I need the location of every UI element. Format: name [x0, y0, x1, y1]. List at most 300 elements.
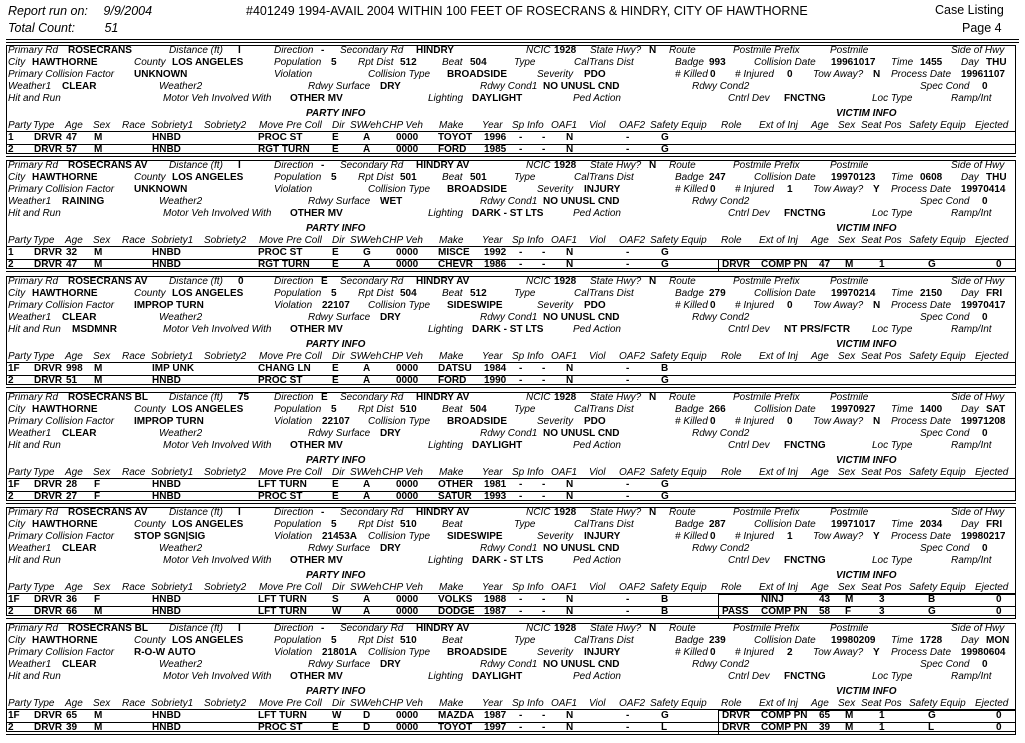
victim-col-header: Role: [721, 120, 742, 131]
process-date-value: 19980217: [961, 531, 1006, 542]
party-col-header: Race: [122, 351, 146, 362]
state-hwy-value: N: [649, 392, 657, 403]
process-date-label: Process Date: [891, 416, 952, 427]
party-oaf1: -: [542, 606, 546, 617]
ramp-int-label: Ramp/Int: [951, 671, 992, 682]
rdwy-surface-value: WET: [380, 196, 403, 207]
killed-value: 0: [710, 531, 716, 542]
victim-col-header: Ext of Inj: [759, 698, 798, 709]
party-oaf2: -: [626, 594, 630, 605]
spec-cond-value: 0: [982, 312, 988, 323]
party-col-header: SW: [350, 120, 367, 131]
party-header-rule: [6, 351, 1016, 363]
victim-inj: COMP PN: [761, 710, 808, 721]
severity-label: Severity: [537, 300, 574, 311]
city-label: City: [8, 635, 26, 646]
party-move: PROC ST: [258, 491, 303, 502]
victim-col-header: Safety Equip: [909, 351, 966, 362]
motor-veh-value: OTHER MV: [290, 324, 343, 335]
spec-cond-label: Spec Cond: [920, 196, 970, 207]
day-value: THU: [986, 172, 1007, 183]
motor-veh-label: Motor Veh Involved With: [163, 671, 272, 682]
party-col-header: Sp Info: [512, 467, 544, 478]
victim-col-header: Safety Equip: [909, 698, 966, 709]
party-col-header: Dir: [332, 235, 345, 246]
loc-type-label: Loc Type: [872, 208, 913, 219]
party-make: DODGE: [438, 606, 475, 617]
weather1-label: Weather1: [8, 81, 52, 92]
party-year: 1992: [484, 247, 507, 258]
motor-veh-label: Motor Veh Involved With: [163, 555, 272, 566]
secondary-rd-label: Secondary Rd: [340, 623, 404, 634]
weather2-label: Weather2: [159, 81, 203, 92]
state-hwy-label: State Hwy?: [590, 160, 642, 171]
hit-and-run-label: Hit and Run: [8, 671, 61, 682]
collision-type-value: BROADSIDE: [447, 416, 508, 427]
rdwy-cond1-label: Rdwy Cond1: [480, 196, 538, 207]
victim-safety: G: [928, 606, 936, 617]
party-header-rule: [6, 120, 1016, 132]
victim-col-header: Seat Pos: [861, 582, 902, 593]
party-oaf2: -: [626, 363, 630, 374]
collision-date-label: Collision Date: [754, 57, 816, 68]
route-label: Route: [669, 623, 696, 634]
cntrl-dev-label: Cntrl Dev: [728, 555, 770, 566]
party-age: 51: [66, 375, 78, 386]
party-year: 1981: [484, 479, 507, 490]
party-chp: 0000: [396, 722, 419, 733]
caltrans-dist-label: CalTrans Dist: [574, 57, 634, 68]
party-year: 1984: [484, 363, 507, 374]
beat-label: Beat: [442, 519, 463, 530]
distance-label: Distance (ft): [169, 276, 223, 287]
party-oaf1: -: [542, 710, 546, 721]
run-label: Report run on:: [8, 4, 88, 18]
party-col-header: Viol: [589, 120, 606, 131]
party-col-header: Year: [482, 582, 503, 593]
victim-seat: 1: [879, 722, 885, 733]
victim-sex: M: [845, 710, 854, 721]
party-viol: N: [566, 363, 574, 374]
party-viol: N: [566, 491, 574, 502]
party-col-header: Sex: [93, 235, 111, 246]
party-sex: M: [94, 363, 103, 374]
party-viol: N: [566, 606, 574, 617]
city-label: City: [8, 288, 26, 299]
party-oaf2: -: [626, 491, 630, 502]
party-col-header: Party: [8, 582, 32, 593]
collision-type-label: Collision Type: [368, 184, 431, 195]
day-value: SAT: [986, 404, 1006, 415]
day-label: Day: [961, 635, 979, 646]
rdwy-cond1-value: NO UNUSL CND: [543, 312, 620, 323]
collision-date-label: Collision Date: [754, 172, 816, 183]
party-col-header: Dir: [332, 120, 345, 131]
party-chp: 0000: [396, 606, 419, 617]
party-viol: N: [566, 479, 574, 490]
party-col-header: Race: [122, 698, 146, 709]
victim-info-header: VICTIM INFO: [836, 339, 897, 350]
county-value: LOS ANGELES: [172, 404, 244, 415]
side-of-hwy-label: Side of Hwy: [951, 45, 1005, 56]
process-date-label: Process Date: [891, 531, 952, 542]
caltrans-dist-label: CalTrans Dist: [574, 635, 634, 646]
rdwy-cond1-value: NO UNUSL CND: [543, 543, 620, 554]
weather2-label: Weather2: [159, 428, 203, 439]
victim-col-header: Ejected: [975, 235, 1009, 246]
party-col-header: SW: [350, 235, 367, 246]
party-col-header: Veh: [364, 120, 382, 131]
party-col-header: Sp Info: [512, 120, 544, 131]
party-dir: E: [332, 144, 339, 155]
victim-col-header: Ejected: [975, 120, 1009, 131]
side-of-hwy-label: Side of Hwy: [951, 623, 1005, 634]
party-chp: 0000: [396, 479, 419, 490]
case-listing-label: Case Listing: [935, 3, 1004, 17]
hit-and-run-value: MSDMNR: [72, 324, 117, 335]
party-col-header: Sobriety2: [204, 235, 247, 246]
party-year: 1993: [484, 491, 507, 502]
time-value: 1455: [920, 57, 943, 68]
party-chp: 0000: [396, 710, 419, 721]
city-label: City: [8, 57, 26, 68]
report-title: #401249 1994-AVAIL 2004 WITHIN 100 FEET OF ROSECRANS & HINDRY, CITY OF HAWTHORNE: [246, 4, 808, 18]
rdwy-cond2-label: Rdwy Cond2: [692, 81, 750, 92]
badge-label: Badge: [675, 172, 704, 183]
hit-and-run-label: Hit and Run: [8, 440, 61, 451]
distance-value: I: [238, 507, 241, 518]
rpt-dist-label: Rpt Dist: [358, 635, 394, 646]
party-col-header: OAF2: [619, 235, 646, 246]
rdwy-cond1-value: NO UNUSL CND: [543, 659, 620, 670]
distance-value: I: [238, 623, 241, 634]
victim-col-header: Role: [721, 698, 742, 709]
party-move: CHANG LN: [258, 363, 311, 374]
party-safety: G: [661, 132, 669, 143]
rdwy-cond2-label: Rdwy Cond2: [692, 312, 750, 323]
hit-and-run-label: Hit and Run: [8, 324, 61, 335]
party-safety: G: [661, 375, 669, 386]
hit-and-run-label: Hit and Run: [8, 555, 61, 566]
party-col-header: Type: [33, 467, 55, 478]
collision-record: [6, 392, 1016, 506]
party-col-header: Safety Equip: [650, 351, 707, 362]
rpt-dist-label: Rpt Dist: [358, 404, 394, 415]
state-hwy-value: N: [649, 45, 657, 56]
party-col-header: Move Pre Coll: [259, 120, 322, 131]
tow-away-value: Y: [873, 647, 880, 658]
party-move: PROC ST: [258, 132, 303, 143]
party-info-header: PARTY INFO: [306, 223, 366, 234]
rdwy-surface-value: DRY: [380, 81, 401, 92]
party-make: MAZDA: [438, 710, 475, 721]
cntrl-dev-label: Cntrl Dev: [728, 324, 770, 335]
party-party: 2: [8, 606, 14, 617]
time-value: 1400: [920, 404, 943, 415]
state-hwy-value: N: [649, 507, 657, 518]
cntrl-dev-label: Cntrl Dev: [728, 93, 770, 104]
party-year: 1987: [484, 606, 507, 617]
party-age: 998: [66, 363, 83, 374]
victim-col-header: Age: [811, 235, 829, 246]
process-date-value: 19970417: [961, 300, 1006, 311]
party-type: DRVR: [34, 363, 63, 374]
pcf-value: IMPROP TURN: [134, 300, 204, 311]
victim-age: 58: [819, 606, 831, 617]
spec-cond-value: 0: [982, 81, 988, 92]
county-label: County: [134, 57, 166, 68]
party-viol: N: [566, 132, 574, 143]
weather2-label: Weather2: [159, 543, 203, 554]
time-label: Time: [891, 519, 914, 530]
party-party: 2: [8, 375, 14, 386]
party-col-header: OAF1: [551, 467, 578, 478]
party-chp: 0000: [396, 363, 419, 374]
killed-value: 0: [710, 69, 716, 80]
killed-label: # Killed: [675, 69, 708, 80]
victim-col-header: Sex: [838, 582, 856, 593]
rdwy-surface-label: Rdwy Surface: [308, 428, 371, 439]
party-dir: E: [332, 247, 339, 258]
secondary-rd-label: Secondary Rd: [340, 392, 404, 403]
beat-value: 504: [470, 57, 487, 68]
county-value: LOS ANGELES: [172, 635, 244, 646]
badge-value: 239: [709, 635, 726, 646]
time-label: Time: [891, 172, 914, 183]
party-make: SATUR: [438, 491, 472, 502]
party-col-header: CHP Veh: [382, 120, 423, 131]
party-oaf1: -: [542, 132, 546, 143]
party-header-rule: [6, 698, 1016, 710]
party-sob1: HNBD: [152, 710, 181, 721]
party-viol: N: [566, 144, 574, 155]
time-label: Time: [891, 635, 914, 646]
primary-rd-value: ROSECRANS AV: [68, 160, 148, 171]
postmile-label: Postmile: [830, 392, 869, 403]
party-col-header: Sex: [93, 467, 111, 478]
hit-and-run-label: Hit and Run: [8, 93, 61, 104]
violation-label: Violation: [274, 647, 313, 658]
rdwy-cond1-label: Rdwy Cond1: [480, 312, 538, 323]
type-label: Type: [514, 519, 536, 530]
party-sob1: HNBD: [152, 247, 181, 258]
primary-rd-label: Primary Rd: [8, 45, 59, 56]
party-header-rule: [6, 467, 1016, 479]
process-date-label: Process Date: [891, 300, 952, 311]
victim-col-header: Sex: [838, 120, 856, 131]
party-col-header: OAF2: [619, 120, 646, 131]
party-safety: G: [661, 144, 669, 155]
victim-age: 43: [819, 594, 831, 605]
badge-value: 279: [709, 288, 726, 299]
victim-col-header: Ejected: [975, 351, 1009, 362]
victim-col-header: Seat Pos: [861, 351, 902, 362]
party-col-header: Sobriety2: [204, 351, 247, 362]
total-count: 51: [104, 21, 119, 35]
victim-col-header: Role: [721, 351, 742, 362]
party-veh: A: [363, 594, 371, 605]
county-label: County: [134, 404, 166, 415]
party-col-header: Age: [65, 120, 83, 131]
pcf-value: UNKNOWN: [134, 69, 188, 80]
party-chp: 0000: [396, 247, 419, 258]
party-col-header: Party: [8, 120, 32, 131]
motor-veh-value: OTHER MV: [290, 93, 343, 104]
tow-away-value: N: [873, 300, 881, 311]
primary-rd-value: ROSECRANS: [68, 45, 132, 56]
spec-cond-label: Spec Cond: [920, 659, 970, 670]
victim-col-header: Ejected: [975, 467, 1009, 478]
ncic-label: NCIC: [526, 276, 551, 287]
victim-ejected: 0: [996, 594, 1002, 605]
party-party: 1: [8, 247, 14, 258]
victim-ejected: 0: [996, 606, 1002, 617]
rdwy-cond1-label: Rdwy Cond1: [480, 543, 538, 554]
lighting-label: Lighting: [428, 93, 464, 104]
party-col-header: OAF2: [619, 698, 646, 709]
collision-date-value: 19970214: [831, 288, 876, 299]
party-col-header: Safety Equip: [650, 467, 707, 478]
victim-col-header: Ext of Inj: [759, 351, 798, 362]
party-dir: E: [332, 375, 339, 386]
postmile-prefix-label: Postmile Prefix: [733, 507, 800, 518]
primary-rd-label: Primary Rd: [8, 623, 59, 634]
killed-label: # Killed: [675, 300, 708, 311]
process-date-value: 19980604: [961, 647, 1006, 658]
side-of-hwy-label: Side of Hwy: [951, 392, 1005, 403]
party-sob1: HNBD: [152, 491, 181, 502]
beat-value: 504: [470, 404, 487, 415]
party-oaf1: -: [542, 491, 546, 502]
distance-label: Distance (ft): [169, 392, 223, 403]
party-sob1: HNBD: [152, 594, 181, 605]
rdwy-surface-label: Rdwy Surface: [308, 659, 371, 670]
ramp-int-label: Ramp/Int: [951, 208, 992, 219]
weather1-label: Weather1: [8, 196, 52, 207]
party-type: DRVR: [34, 491, 63, 502]
party-make: VOLKS: [438, 594, 473, 605]
weather1-value: CLEAR: [62, 543, 97, 554]
violation-value: 22107: [322, 416, 350, 427]
party-col-header: Year: [482, 235, 503, 246]
badge-label: Badge: [675, 404, 704, 415]
primary-rd-value: ROSECRANS BL: [68, 623, 149, 634]
victim-col-header: Seat Pos: [861, 235, 902, 246]
rpt-dist-value: 504: [400, 288, 417, 299]
secondary-rd-label: Secondary Rd: [340, 507, 404, 518]
process-date-value: 19971208: [961, 416, 1006, 427]
party-dir: E: [332, 491, 339, 502]
victim-col-header: Safety Equip: [909, 120, 966, 131]
lighting-value: DARK - ST LTS: [472, 208, 544, 219]
party-make: TOYOT: [438, 722, 473, 733]
distance-value: I: [238, 45, 241, 56]
collision-type-value: BROADSIDE: [447, 647, 508, 658]
county-value: LOS ANGELES: [172, 288, 244, 299]
party-col-header: Age: [65, 582, 83, 593]
victim-col-header: Seat Pos: [861, 467, 902, 478]
party-info-header: PARTY INFO: [306, 686, 366, 697]
party-sp: -: [519, 144, 523, 155]
victim-col-header: Ext of Inj: [759, 467, 798, 478]
population-value: 5: [331, 172, 337, 183]
party-col-header: Move Pre Coll: [259, 351, 322, 362]
party-col-header: Veh: [364, 698, 382, 709]
badge-label: Badge: [675, 57, 704, 68]
severity-label: Severity: [537, 416, 574, 427]
party-info-header: PARTY INFO: [306, 339, 366, 350]
population-label: Population: [274, 57, 322, 68]
county-label: County: [134, 172, 166, 183]
party-year: 1990: [484, 375, 507, 386]
tow-away-label: Tow Away?: [813, 300, 864, 311]
day-label: Day: [961, 288, 979, 299]
party-dir: E: [332, 722, 339, 733]
route-label: Route: [669, 45, 696, 56]
primary-rd-label: Primary Rd: [8, 507, 59, 518]
tow-away-value: Y: [873, 184, 880, 195]
primary-rd-value: ROSECRANS AV: [68, 507, 148, 518]
rpt-dist-label: Rpt Dist: [358, 519, 394, 530]
victim-age: 47: [819, 259, 831, 270]
party-row: [6, 144, 1016, 157]
severity-value: INJURY: [584, 647, 621, 658]
cntrl-dev-value: NT PRS/FCTR: [784, 324, 851, 335]
secondary-rd-value: HINDRY AV: [416, 160, 470, 171]
collision-type-label: Collision Type: [368, 531, 431, 542]
weather2-label: Weather2: [159, 659, 203, 670]
party-type: DRVR: [34, 144, 63, 155]
process-date-label: Process Date: [891, 69, 952, 80]
cntrl-dev-value: FNCTNG: [784, 93, 826, 104]
county-label: County: [134, 288, 166, 299]
victim-age: 39: [819, 722, 831, 733]
party-col-header: Move Pre Coll: [259, 235, 322, 246]
party-safety: G: [661, 479, 669, 490]
party-party: 2: [8, 144, 14, 155]
party-type: DRVR: [34, 247, 63, 258]
type-label: Type: [514, 404, 536, 415]
party-col-header: Veh: [364, 582, 382, 593]
victim-role: DRVR: [722, 710, 751, 721]
party-header-rule: [6, 235, 1016, 247]
party-viol: N: [566, 259, 574, 270]
party-col-header: CHP Veh: [382, 467, 423, 478]
party-col-header: Make: [439, 351, 464, 362]
tow-away-value: Y: [873, 531, 880, 542]
injured-value: 1: [787, 531, 793, 542]
beat-label: Beat: [442, 172, 463, 183]
victim-col-header: Ext of Inj: [759, 582, 798, 593]
party-sp: -: [519, 247, 523, 258]
victim-safety: L: [928, 722, 935, 733]
weather1-label: Weather1: [8, 659, 52, 670]
party-viol: N: [566, 375, 574, 386]
lighting-label: Lighting: [428, 671, 464, 682]
party-safety: G: [661, 247, 669, 258]
party-col-header: Veh: [364, 467, 382, 478]
party-make: CHEVR: [438, 259, 474, 270]
party-col-header: Year: [482, 120, 503, 131]
injured-label: # Injured: [735, 416, 774, 427]
cntrl-dev-label: Cntrl Dev: [728, 440, 770, 451]
victim-safety: B: [928, 594, 936, 605]
party-sob1: HNBD: [152, 479, 181, 490]
weather1-value: CLEAR: [62, 81, 97, 92]
injured-value: 1: [787, 184, 793, 195]
rpt-dist-value: 510: [400, 404, 417, 415]
party-type: DRVR: [34, 479, 63, 490]
